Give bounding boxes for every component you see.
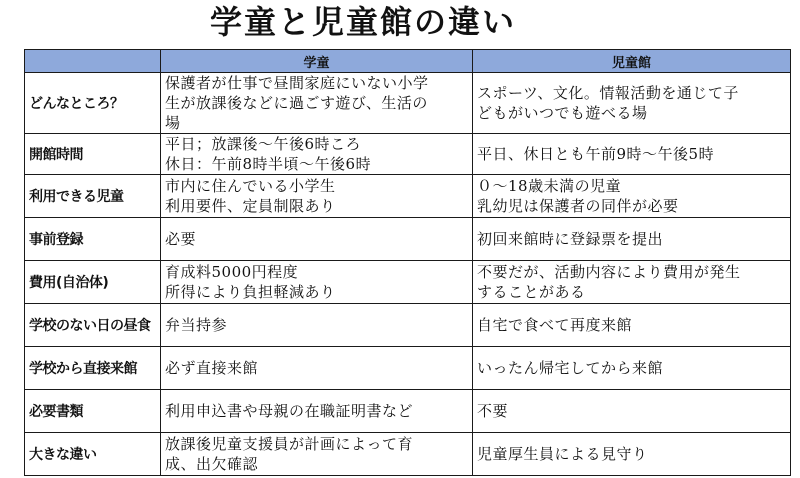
gakudo-cell: 市内に住んでいる小学生 利用要件、定員制限あり [161, 175, 473, 218]
jidokan-cell: 自宅で食べて再度来館 [473, 304, 791, 347]
gakudo-cell: 保護者が仕事で昼間家庭にいない小学 生が放課後などに過ごす遊び、生活の 場 [161, 73, 473, 134]
row-label: 開館時間 [25, 134, 161, 175]
jidokan-cell: 平日、休日とも午前9時～午後5時 [473, 134, 791, 175]
jidokan-cell: 初回来館時に登録票を提出 [473, 218, 791, 261]
table-row [25, 347, 791, 390]
corner-header [25, 50, 161, 73]
jidokan-cell: スポーツ、文化。情報活動を通じて子 どもがいつでも遊べる場 [473, 73, 791, 134]
row-label: 学校から直接来館 [25, 347, 161, 390]
table-header-row [25, 50, 791, 73]
column-header-jidokan: 児童館 [473, 50, 791, 73]
gakudo-cell: 平日；放課後～午後6時ころ 休日：午前8時半頃～午後6時 [161, 134, 473, 175]
gakudo-cell: 育成料5000円程度 所得により負担軽減あり [161, 261, 473, 304]
row-label: 費用(自治体) [25, 261, 161, 304]
row-label: 事前登録 [25, 218, 161, 261]
row-label: 大きな違い [25, 433, 161, 476]
jidokan-cell: 児童厚生員による見守り [473, 433, 791, 476]
row-label: どんなところ？ [25, 73, 161, 134]
jidokan-cell: 不要だが、活動内容により費用が発生 することがある [473, 261, 791, 304]
table-row [25, 175, 791, 218]
comparison-table [24, 49, 791, 476]
table-row [25, 304, 791, 347]
gakudo-cell: 必ず直接来館 [161, 347, 473, 390]
gakudo-cell: 必要 [161, 218, 473, 261]
jidokan-cell: ０～18歳未満の児童 乳幼児は保護者の同伴が必要 [473, 175, 791, 218]
column-header-gakudo: 学童 [161, 50, 473, 73]
table-row [25, 390, 791, 433]
page-title: 学童と児童館の違い [210, 3, 517, 41]
table-row [25, 261, 791, 304]
table-row [25, 134, 791, 175]
row-label: 必要書類 [25, 390, 161, 433]
jidokan-cell: いったん帰宅してから来館 [473, 347, 791, 390]
table-row [25, 218, 791, 261]
table-row [25, 73, 791, 134]
row-label: 利用できる児童 [25, 175, 161, 218]
table-row [25, 433, 791, 476]
row-label: 学校のない日の昼食 [25, 304, 161, 347]
gakudo-cell: 弁当持参 [161, 304, 473, 347]
jidokan-cell: 不要 [473, 390, 791, 433]
gakudo-cell: 利用申込書や母親の在職証明書など [161, 390, 473, 433]
gakudo-cell: 放課後児童支援員が計画によって育 成、出欠確認 [161, 433, 473, 476]
